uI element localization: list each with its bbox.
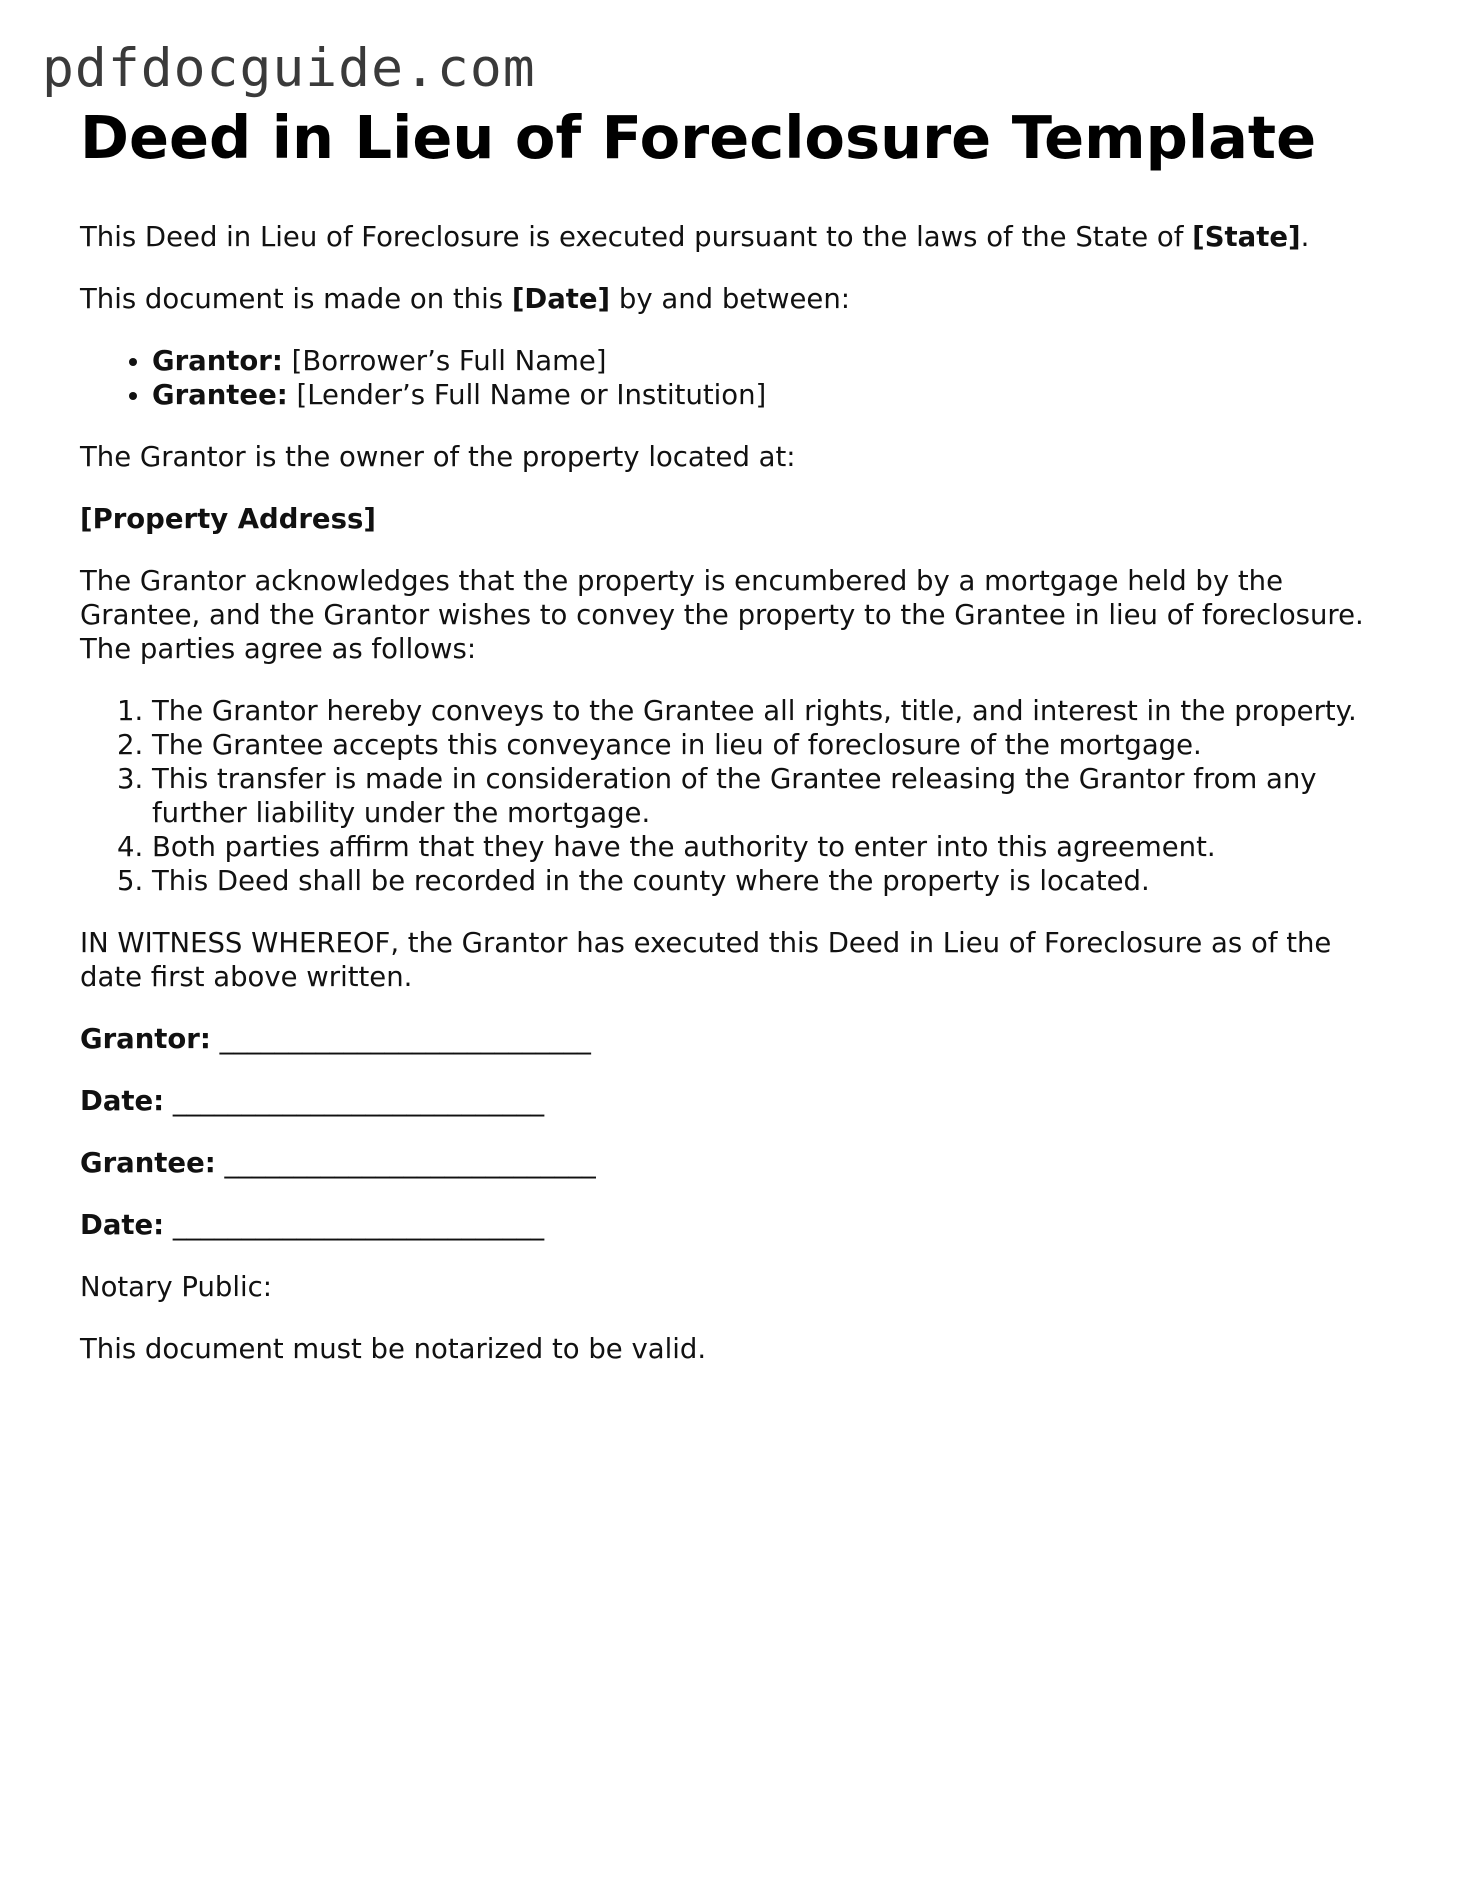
signature-blank: ___________________________ (164, 1209, 545, 1241)
made-on-paragraph (80, 282, 1400, 316)
intro-paragraph (80, 220, 1400, 254)
signature-label: Grantee: (80, 1147, 216, 1179)
party-grantee (152, 378, 1400, 412)
term-item: 3. This transfer is made in consideration of the Grantee releasing the Grantor from any further liability under the mortgage. (152, 762, 1400, 830)
state-placeholder: [State] (1192, 221, 1301, 253)
document-page (80, 100, 1400, 1394)
signature-date-2 (80, 1208, 1400, 1242)
signature-label: Date: (80, 1209, 165, 1241)
intro-text: This Deed in Lieu of Foreclosure is executed pursuant to the laws of the State of (80, 221, 1193, 253)
notary-label: Notary Public: (80, 1271, 273, 1303)
signature-blank: ___________________________ (164, 1085, 545, 1117)
signature-date-1 (80, 1084, 1400, 1118)
signature-label: Date: (80, 1085, 165, 1117)
owner-line: The Grantor is the owner of the property located at: (80, 441, 796, 473)
signature-grantor (80, 1022, 1400, 1056)
terms-list (80, 694, 1400, 898)
signature-blank: ___________________________ (210, 1023, 591, 1055)
date-placeholder: [Date] (511, 283, 611, 315)
signature-label: Grantor: (80, 1023, 211, 1055)
intro-end: . (1300, 221, 1310, 253)
party-label: Grantor: (152, 345, 283, 377)
party-grantor (152, 344, 1400, 378)
term-item: 4. Both parties affirm that they have the authority to enter into this agreement. (152, 830, 1400, 864)
witness-paragraph: IN WITNESS WHEREOF, the Grantor has executed this Deed in Lieu of Foreclosure as of the date first above written. (80, 927, 1332, 993)
party-value: [Borrower’s Full Name] (282, 345, 607, 377)
made-on-end: by and between: (610, 283, 851, 315)
party-value: [Lender’s Full Name or Institution] (287, 379, 767, 411)
term-item: 2. The Grantee accepts this conveyance in lieu of foreclosure of the mortgage. (152, 728, 1400, 762)
document-title: Deed in Lieu of Foreclosure Template (80, 103, 1317, 172)
signature-blank: ___________________________ (215, 1147, 596, 1179)
made-on-text: This document is made on this (80, 283, 512, 315)
term-item: 5. This Deed shall be recorded in the county where the property is located. (152, 864, 1400, 898)
parties-list (80, 344, 1400, 412)
validity-note: This document must be notarized to be valid. (80, 1333, 707, 1365)
site-watermark: pdfdocguide.com (42, 38, 536, 99)
property-address: [Property Address] (80, 503, 376, 535)
term-item: 1. The Grantor hereby conveys to the Grantee all rights, title, and interest in the property. (152, 694, 1400, 728)
signature-grantee (80, 1146, 1400, 1180)
party-label: Grantee: (152, 379, 288, 411)
acknowledgment-paragraph: The Grantor acknowledges that the property is encumbered by a mortgage held by the Grantee, and the Grantor wishes to convey the property to the Grantee in lieu of foreclosure. The parties agree as follows: (80, 565, 1364, 665)
